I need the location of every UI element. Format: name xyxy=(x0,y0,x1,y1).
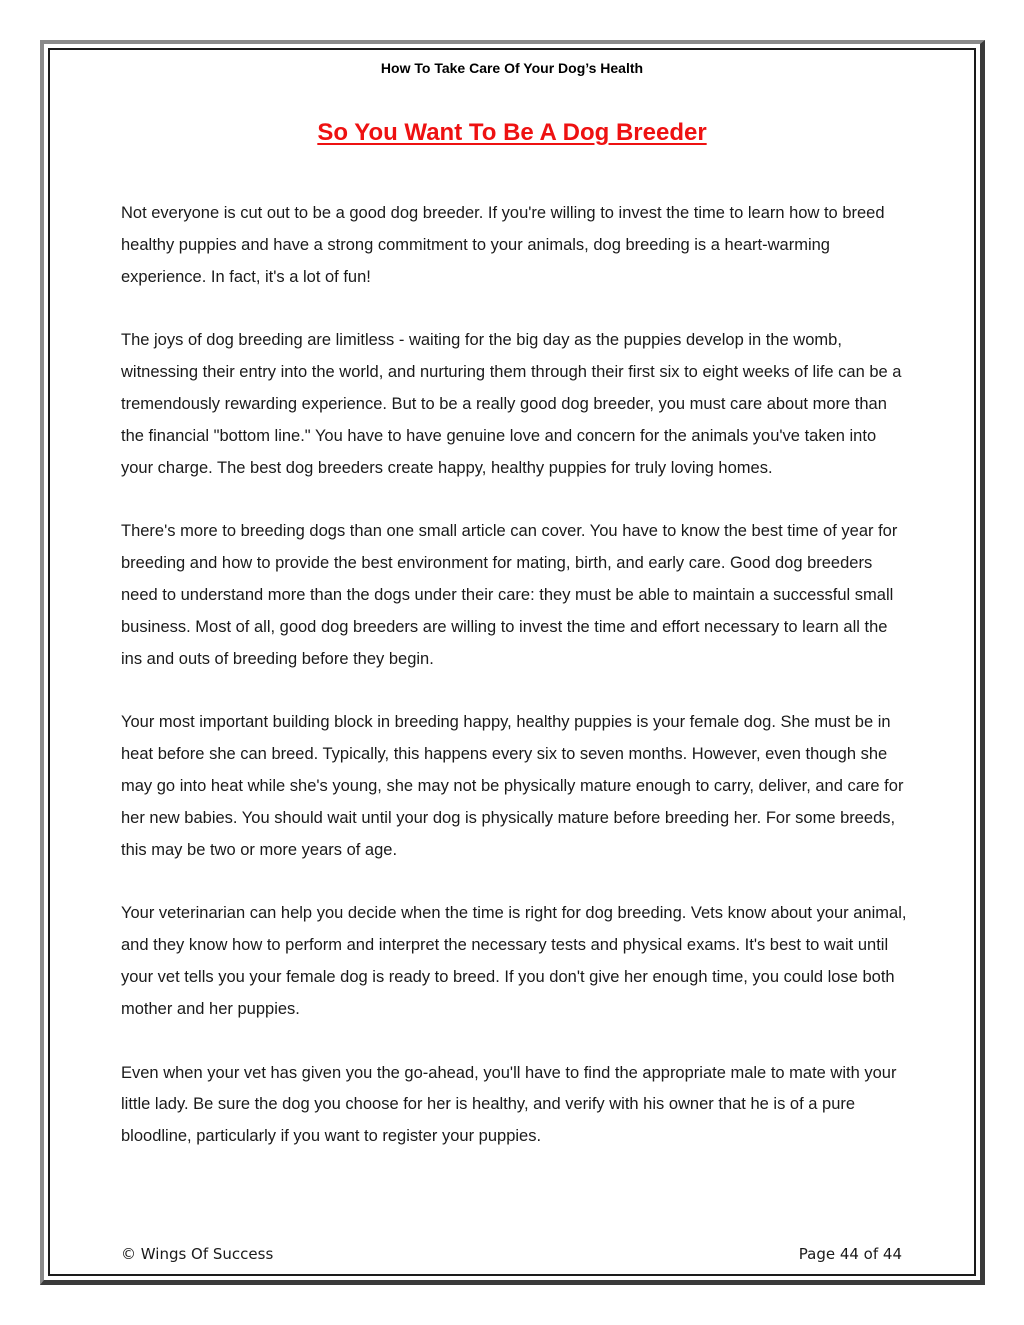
paragraph-5: Your veterinarian can help you decide when the time is right for dog breeding. Vets know about your animal, and they know how to perform and interpret the necessary tests and physical exams. It's best to wait until your vet tells you your female dog is ready to breed. If you don't give her enough time, you could lose both mother and her puppies. xyxy=(121,904,907,1018)
paragraph-2: The joys of dog breeding are limitless - waiting for the big day as the puppies develop in the womb, witnessing their entry into the world, and nurturing them through their first six to eight weeks of life can be a tremendously rewarding experience. But to be a really good dog breeder, you must care about more than the financial "bottom line." You have to have genuine love and concern for the animals you've taken into your charge. The best dog breeders create happy, healthy puppies for truly loving homes. xyxy=(121,331,902,477)
footer-page-number: Page 44 of 44 xyxy=(798,1245,902,1263)
paragraph-6: Even when your vet has given you the go-ahead, you'll have to find the appropriate male to mate with your little lady. Be sure the dog you choose for her is healthy, and verify with his owner that he is of a pure bloodline, particularly if you want to register your puppies. xyxy=(121,1063,897,1146)
article-title: So You Want To Be A Dog Breeder xyxy=(317,119,707,146)
paragraph-3: There's more to breeding dogs than one small article can cover. You have to know the best time of year for breeding and how to provide the best environment for mating, birth, and early care. Good dog breeders need to understand more than the dogs under their care: they must be able to maintain a successful small business. Most of all, good dog breeders are willing to invest the time and effort necessary to learn all the ins and outs of breeding before they begin. xyxy=(121,522,898,668)
running-header: How To Take Care Of Your Dog’s Health xyxy=(380,60,644,76)
article-body xyxy=(121,198,909,1185)
paragraph-1: Not everyone is cut out to be a good dog breeder. If you're willing to invest the time to learn how to breed healthy puppies and have a strong commitment to your animals, dog breeding is a heart-warming experience. In fact, it's a lot of fun! xyxy=(121,204,885,286)
footer-copyright: © Wings Of Success xyxy=(121,1245,274,1263)
paragraph-4: Your most important building block in breeding happy, healthy puppies is your female dog. She must be in heat before she can breed. Typically, this happens every six to seven months. However, even though she may go into heat while she's young, she may not be physically mature enough to carry, deliver, and care for her new babies. You should wait until your dog is physically mature before breeding her. For some breeds, this may be two or more years of age. xyxy=(121,713,904,859)
